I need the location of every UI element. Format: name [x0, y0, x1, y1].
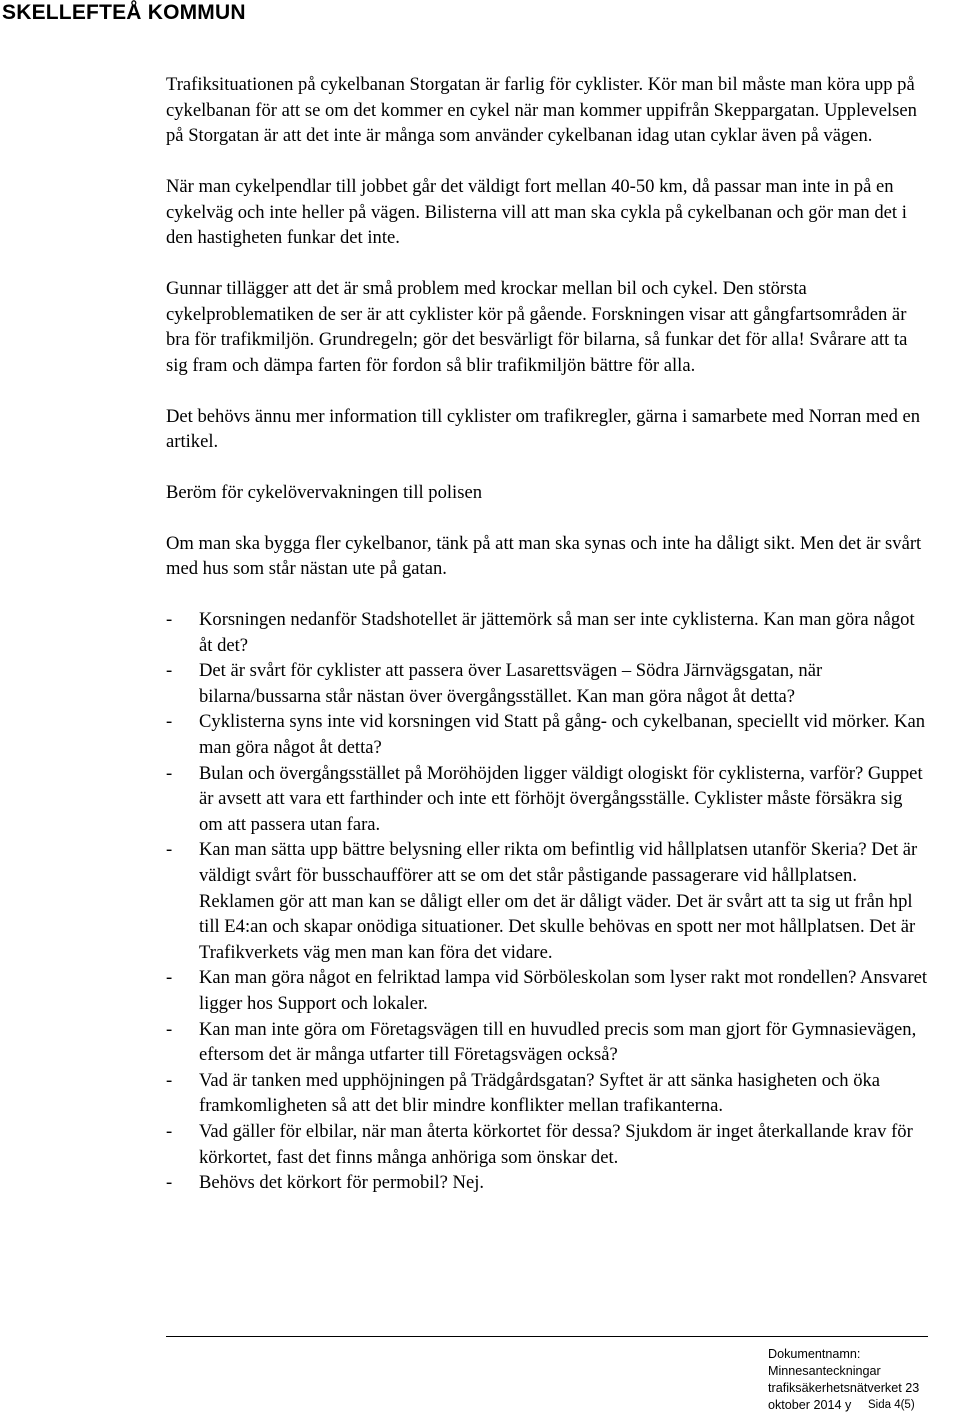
- question-list: [166, 607, 928, 1196]
- list-item: [166, 658, 928, 709]
- list-item: [166, 1119, 928, 1170]
- list-item-text: Vad gäller för elbilar, när man återta körkortet för dessa? Sjukdom är inget återkallande krav för körkortet, fast det finns många anhöriga som önskar det.: [199, 1120, 913, 1168]
- list-dash: -: [166, 609, 173, 631]
- page-number: Sida 4(5): [868, 1399, 915, 1411]
- list-dash: -: [166, 839, 173, 861]
- list-item: [166, 761, 928, 838]
- list-item: [166, 1017, 928, 1068]
- list-item-text: Kan man göra något en felriktad lampa vid Sörböleskolan som lyser rakt mot rondellen? Ansvaret ligger hos Support och lokaler.: [199, 967, 928, 1014]
- footer-doc-name-line1: Minnesanteckningar: [768, 1364, 881, 1378]
- list-item: [166, 709, 928, 760]
- paragraph-cykelbanor: Om man ska bygga fler cykelbanor, tänk på att man ska synas och inte ha dåligt sikt. Men det är svårt med hus som står nästan ute på gatan.: [166, 532, 922, 580]
- paragraph-storgatan: Trafiksituationen på cykelbanan Storgatan är farlig för cyklister. Kör man bil måste man köra upp på cykelbanan för att se om det kommer en cykel när man kommer uppifrån Skeppargatan. Upplevelsen på Storgatan är att det inte är många som använder cykelbanan idag utan cyklar även på vägen.: [166, 74, 917, 147]
- list-item: [166, 607, 928, 658]
- list-item-text: Det är svårt för cyklister att passera över Lasarettsvägen – Södra Järnvägsgatan, när bilarna/bussarna står nästan över övergångsstället. Kan man göra något åt detta?: [199, 660, 823, 707]
- list-item: [166, 965, 928, 1016]
- list-dash: -: [166, 660, 173, 682]
- list-item-text: Vad är tanken med upphöjningen på Trädgårdsgatan? Syftet är att sänka hasigheten och öka framkomligheten så att det blir mindre konflikter mellan trafikanterna.: [199, 1069, 881, 1117]
- list-item-text: Bulan och övergångsstället på Moröhöjden ligger väldigt ologiskt för cyklisterna, varför? Guppet är avsett att vara ett farthinder och inte ett förhöjt övergångsställe. Cyklister måste försäkra sig om att passera utan fara.: [199, 762, 923, 835]
- list-item: [166, 1170, 928, 1196]
- list-dash: -: [166, 967, 173, 989]
- list-item-text: Kan man sätta upp bättre belysning eller rikta om befintlig vid hållplatsen utanför Skeria? Det är väldigt svårt för busschaufförer att se om det står påstigande passagerare vid hållplatsen. Reklamen gör att man kan se dåligt eller om det är dåligt väder. Det är svårt att ta sig ut från hpl till E4:an och skapar onödiga situationer. Det skulle behövas en spott ner mot hållplatsen. Det är Trafikverkets väg men man kan föra det vidare.: [199, 839, 918, 963]
- paragraph-cykelpendling: När man cykelpendlar till jobbet går det väldigt fort mellan 40-50 km, då passar man inte in på en cykelväg och inte heller på vägen. Bilisterna vill att man ska cykla på cykelbanan och gör man det i den hastigheten funkar det inte.: [166, 175, 907, 249]
- list-dash: -: [166, 711, 173, 733]
- list-item-text: Korsningen nedanför Stadshotellet är jättemörk så man ser inte cyklisterna. Kan man göra något åt det?: [199, 609, 915, 656]
- list-dash: -: [166, 1120, 173, 1142]
- paragraph-berom: Beröm för cykelövervakningen till polisen: [166, 481, 483, 503]
- list-dash: -: [166, 1172, 173, 1194]
- list-item: [166, 837, 928, 965]
- footer-doc-label: Dokumentnamn:: [768, 1347, 861, 1361]
- footer-doc-name-line2: trafiksäkerhetsnätverket 23: [768, 1381, 920, 1395]
- list-dash: -: [166, 1069, 173, 1091]
- list-item-text: Cyklisterna syns inte vid korsningen vid Statt på gång- och cykelbanan, speciellt vid mörker. Kan man göra något åt detta?: [199, 711, 926, 758]
- list-dash: -: [166, 1018, 173, 1040]
- footer-divider: [166, 1336, 928, 1337]
- list-item-text: Kan man inte göra om Företagsvägen till en huvudled precis som man gjort för Gymnasievägen, eftersom det är många utfarter till Företagsvägen också?: [199, 1018, 917, 1066]
- organization-header: SKELLEFTEÅ KOMMUN: [2, 1, 246, 24]
- list-item-text: Behövs det körkort för permobil? Nej.: [199, 1172, 485, 1194]
- footer-doc-name-line3: oktober 2014 y: [768, 1398, 852, 1412]
- paragraph-gunnar: Gunnar tillägger att det är små problem med krockar mellan bil och cykel. Den största cykelproblematiken de ser är att cyklister kör på gående. Forskningen visar att gångfartsområden är bra för trafikmiljön. Grundregeln; gör det besvärligt för bilarna, så funkar det för alla! Svårare att ta sig fram och dämpa farten för fordon så blir trafikmiljön bättre för alla.: [166, 277, 908, 376]
- document-body: [166, 72, 928, 1196]
- list-dash: -: [166, 762, 173, 784]
- paragraph-information: Det behövs ännu mer information till cyklister om trafikregler, gärna i samarbete med Norran med en artikel.: [166, 405, 921, 453]
- list-item: [166, 1068, 928, 1119]
